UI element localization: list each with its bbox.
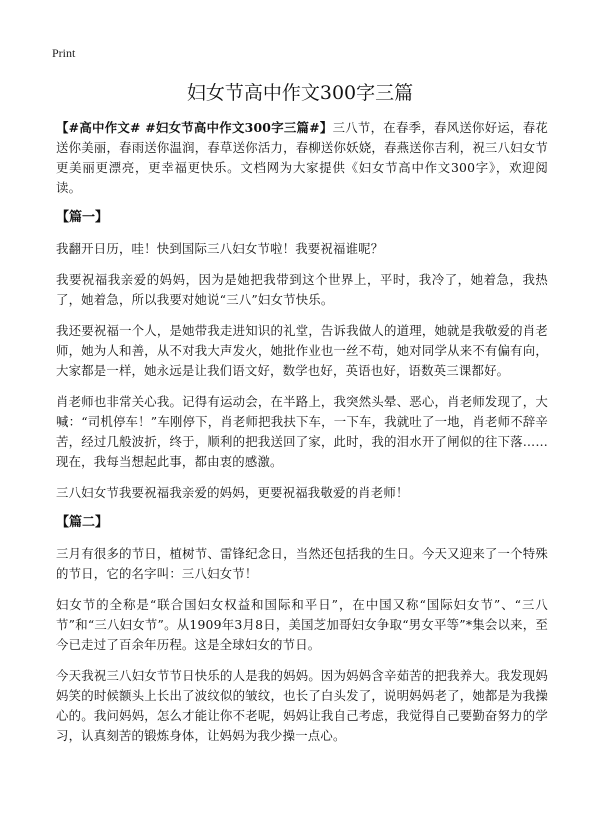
section-heading-2: 【篇二】	[56, 515, 109, 530]
intro-tag: 【#高中作文# #妇女节高中作文300字三篇#】	[56, 120, 333, 135]
section-1-paragraph: 我还要祝福一个人，是她带我走进知识的礼堂，告诉我做人的道理，她就是我敬爱的肖老师，她为人和善，从不对我大声发火，她批作业也一丝不苟，她对同学从来不有偏有向，大家都是一样，她永远是让我们语文好，数学也好，英语也好，语数英三课都好。	[56, 323, 548, 378]
print-link[interactable]: Print	[52, 46, 76, 60]
section-1-paragraph: 我翻开日历，哇！快到国际三八妇女节啦！我要祝福谁呢？	[56, 241, 384, 256]
section-1-paragraph: 三八妇女节我要祝福我亲爱的妈妈，更要祝福我敬爱的肖老师！	[56, 485, 409, 500]
section-heading-1: 【篇一】	[56, 210, 109, 225]
page-title: 妇女节高中作文300字三篇	[186, 82, 414, 104]
section-2-paragraph: 妇女节的全称是“联合国妇女权益和国际和平日”，在中国又称“国际妇女节”、“三八节”和“三八妇女节”。从1909年3月8日，美国芝加哥妇女争取“男女平等”*集会以来，至今已走过了百余年历程。这是全球妇女的节日。	[56, 597, 548, 652]
section-2-paragraph: 今天我祝三八妇女节节日快乐的人是我的妈妈。因为妈妈含辛茹苦的把我养大。我发现妈妈笑的时候额头上长出了波纹似的皱纹，也长了白头发了，说明妈妈老了，她都是为我操心的。我问妈妈，怎么才能让你不老呢，妈妈让我自己考虑，我觉得自己要勤奋努力的学习，认真刻苦的锻炼身体，让妈妈为我少操一点心。	[56, 668, 548, 743]
section-2-paragraph: 三月有很多的节日，植树节、雷锋纪念日，当然还包括我的生日。今天又迎来了一个特殊的节日，它的名字叫：三八妇女节！	[56, 546, 548, 581]
intro-paragraph	[56, 118, 548, 198]
intro-text: 三八节，在春季，春风送你好运，春花送你美丽，春雨送你温润，春草送你活力，春柳送你妖娆，春燕送你吉利，祝三八妇女节更美丽更漂亮，更幸福更快乐。文档网为大家提供《妇女节高中作文300字》，欢迎阅读。	[56, 120, 548, 195]
section-1-paragraph: 我要祝福我亲爱的妈妈，因为是她把我带到这个世界上，平时，我冷了，她着急，我热了，她着急，所以我要对她说“三八”妇女节快乐。	[56, 272, 548, 307]
section-1-paragraph: 肖老师也非常关心我。记得有运动会，在半路上，我突然头晕、恶心，肖老师发现了，大喊：“司机停车！”车刚停下，肖老师把我扶下车，一下车，我就吐了一地，肖老师不辞辛苦，经过几般波折，终于，顺利的把我送回了家，此时，我的泪水开了闸似的往下落……现在，我每当想起此事，都由衷的感激。	[56, 394, 548, 469]
article-body	[56, 118, 548, 757]
